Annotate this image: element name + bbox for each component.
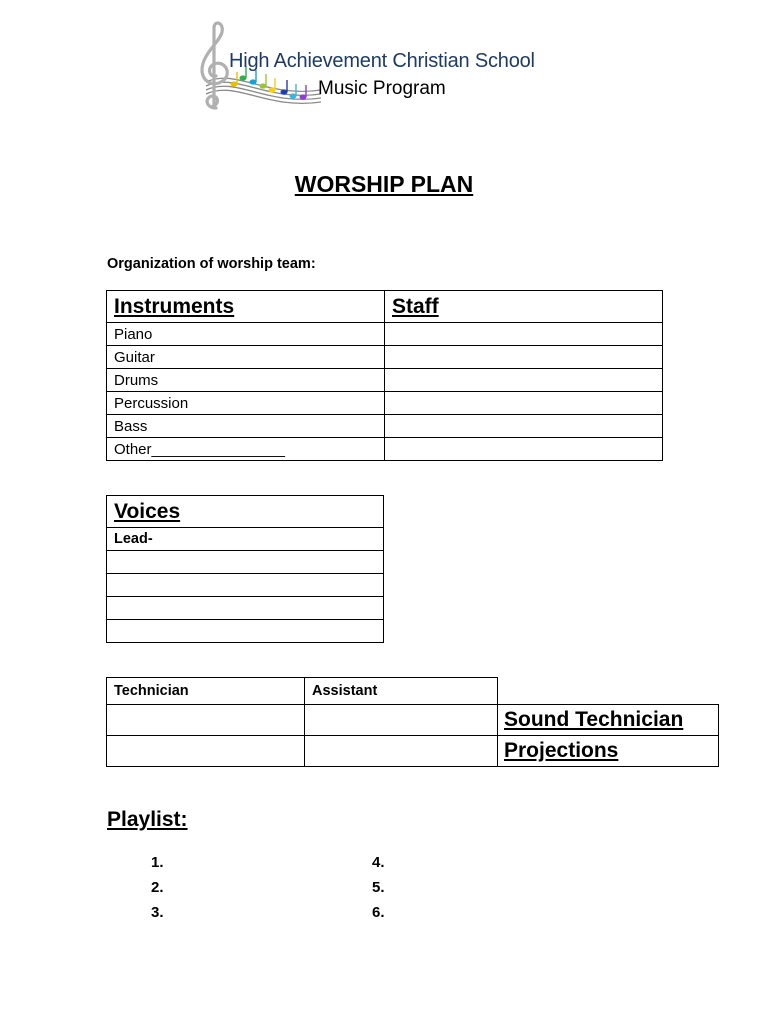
projections-label: Projections — [498, 736, 719, 767]
voices-header: Voices — [107, 496, 384, 528]
empty-corner — [498, 678, 719, 705]
table-row — [107, 736, 719, 767]
voice-cell[interactable] — [107, 620, 384, 643]
technician-cell[interactable] — [107, 705, 305, 736]
school-name: High Achievement Christian School — [229, 50, 535, 72]
table-row — [107, 438, 663, 461]
assistant-cell[interactable] — [305, 736, 498, 767]
table-row — [107, 369, 663, 392]
table-row — [107, 323, 663, 346]
technician-cell[interactable] — [107, 736, 305, 767]
staff-header: Staff — [385, 291, 663, 323]
voice-cell[interactable] — [107, 551, 384, 574]
instrument-cell: Percussion — [107, 392, 385, 415]
voice-cell[interactable] — [107, 597, 384, 620]
playlist-title: Playlist: — [107, 808, 188, 831]
playlist-item: 1. — [151, 854, 164, 871]
staff-cell[interactable] — [385, 415, 663, 438]
voices-table — [106, 495, 384, 643]
assistant-cell[interactable] — [305, 705, 498, 736]
staff-cell[interactable] — [385, 323, 663, 346]
instrument-cell: Piano — [107, 323, 385, 346]
instrument-cell: Guitar — [107, 346, 385, 369]
voice-cell[interactable] — [107, 574, 384, 597]
staff-cell[interactable] — [385, 346, 663, 369]
technician-table — [106, 677, 719, 767]
playlist-item: 4. — [372, 854, 385, 871]
sound-technician-label: Sound Technician — [498, 705, 719, 736]
lead-voice-cell[interactable]: Lead- — [107, 528, 384, 551]
assistant-header: Assistant — [305, 678, 498, 705]
table-row — [107, 705, 719, 736]
playlist-item: 3. — [151, 904, 164, 921]
staff-cell[interactable] — [385, 392, 663, 415]
playlist-item: 6. — [372, 904, 385, 921]
table-row — [107, 346, 663, 369]
staff-cell[interactable] — [385, 369, 663, 392]
instruments-header: Instruments — [107, 291, 385, 323]
program-name: Music Program — [318, 78, 446, 99]
instrument-cell: Bass — [107, 415, 385, 438]
table-row — [107, 392, 663, 415]
instrument-cell: Drums — [107, 369, 385, 392]
technician-header: Technician — [107, 678, 305, 705]
staff-cell[interactable] — [385, 438, 663, 461]
organization-label: Organization of worship team: — [107, 256, 316, 272]
page-title: WORSHIP PLAN — [294, 171, 474, 197]
playlist-item: 2. — [151, 879, 164, 896]
instruments-table — [106, 290, 663, 461]
instrument-cell: Other________________ — [107, 438, 385, 461]
playlist-item: 5. — [372, 879, 385, 896]
table-row — [107, 415, 663, 438]
